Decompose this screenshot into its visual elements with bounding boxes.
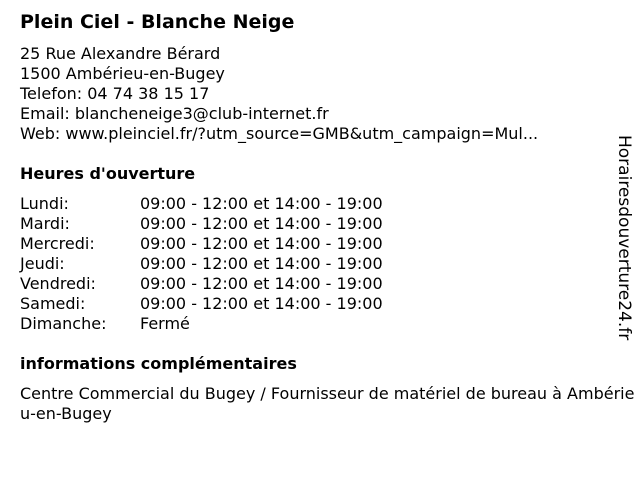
- email-address: Email: blancheneige3@club-internet.fr: [20, 104, 329, 123]
- day-hours: 09:00 - 12:00 et 14:00 - 19:00: [140, 214, 383, 233]
- day-label: Lundi:: [20, 194, 69, 213]
- opening-hours-heading: Heures d'ouverture: [20, 164, 196, 183]
- day-hours: Fermé: [140, 314, 190, 333]
- address-street: 25 Rue Alexandre Bérard: [20, 44, 221, 63]
- website-url: Web: www.pleinciel.fr/?utm_source=GMB&utm_campaign=Mul...: [20, 124, 539, 143]
- day-hours: 09:00 - 12:00 et 14:00 - 19:00: [140, 294, 383, 313]
- day-label: Jeudi:: [20, 254, 65, 273]
- day-hours: 09:00 - 12:00 et 14:00 - 19:00: [140, 254, 383, 273]
- day-label: Vendredi:: [20, 274, 96, 293]
- additional-info-text: Centre Commercial du Bugey / Fournisseur de matériel de bureau à Ambérieu-en-Bugey: [20, 384, 635, 423]
- day-label: Mercredi:: [20, 234, 95, 253]
- day-label: Samedi:: [20, 294, 86, 313]
- day-hours: 09:00 - 12:00 et 14:00 - 19:00: [140, 234, 383, 253]
- address-city: 1500 Ambérieu-en-Bugey: [20, 64, 225, 83]
- phone-number: Telefon: 04 74 38 15 17: [20, 84, 210, 103]
- day-hours: 09:00 - 12:00 et 14:00 - 19:00: [140, 274, 383, 293]
- day-label: Mardi:: [20, 214, 70, 233]
- contact-block: [20, 44, 538, 144]
- day-label: Dimanche:: [20, 314, 107, 333]
- day-hours: 09:00 - 12:00 et 14:00 - 19:00: [140, 194, 383, 213]
- business-name: Plein Ciel - Blanche Neige: [20, 11, 295, 33]
- site-watermark: Horairesdouverture24.fr: [614, 135, 634, 341]
- additional-info-heading: informations complémentaires: [20, 354, 297, 373]
